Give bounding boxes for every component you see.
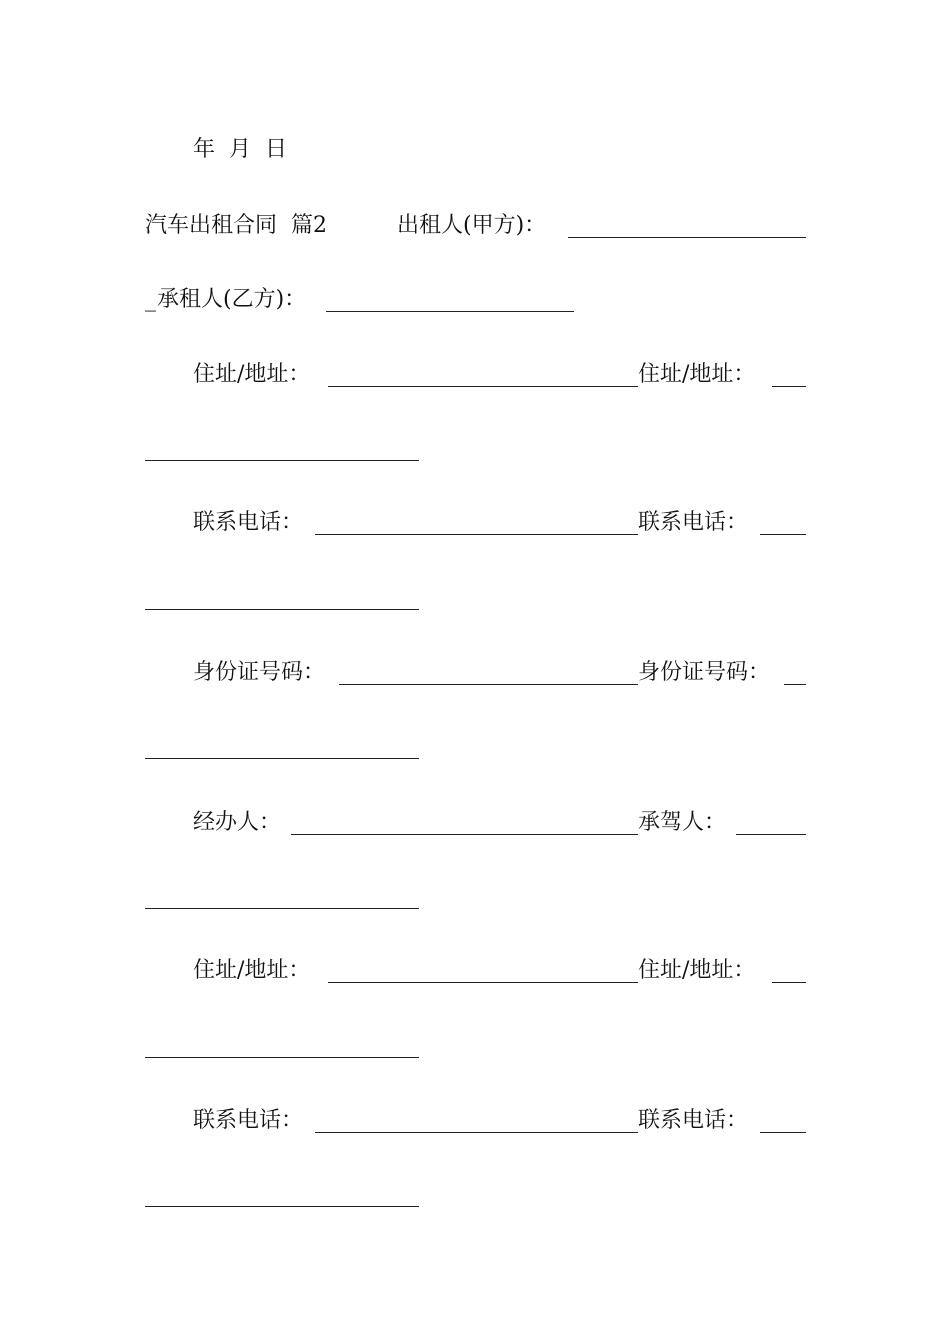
lessee-id-blank xyxy=(784,684,806,685)
lessor-phone-blank xyxy=(315,534,638,535)
agent-address-blank xyxy=(328,982,638,983)
lessee-prefix: _ xyxy=(145,287,156,312)
lessee-address-blank-cont xyxy=(145,460,419,461)
agent-phone-blank xyxy=(315,1132,638,1133)
lessor-id-blank xyxy=(339,684,638,685)
lessor-address-blank xyxy=(328,386,638,387)
driver-blank-cont xyxy=(145,908,419,909)
lessee-blank xyxy=(326,311,574,312)
lessee-label: 承租人(乙方)： xyxy=(157,287,307,312)
agent-label: 经办人： xyxy=(193,810,282,835)
driver-address-blank-cont xyxy=(145,1057,419,1058)
driver-label: 承驾人： xyxy=(638,810,727,835)
lessor-label: 出租人(甲方)： xyxy=(397,213,547,238)
driver-phone-label: 联系电话： xyxy=(638,1108,749,1133)
agent-address-label: 住址/地址： xyxy=(193,958,311,983)
driver-address-blank xyxy=(772,982,806,983)
agent-phone-label: 联系电话： xyxy=(193,1108,304,1133)
date-line: 年 月 日 xyxy=(193,137,287,162)
lessee-address-blank xyxy=(772,386,806,387)
lessor-id-label: 身份证号码： xyxy=(193,660,326,685)
section-title: 汽车出租合同 篇2 xyxy=(145,213,327,238)
lessee-phone-blank-cont xyxy=(145,609,419,610)
driver-address-label: 住址/地址： xyxy=(638,958,756,983)
lessee-address-label: 住址/地址： xyxy=(638,362,756,387)
lessee-id-blank-cont xyxy=(145,758,419,759)
driver-phone-blank-cont xyxy=(145,1206,419,1207)
lessor-blank xyxy=(568,237,806,238)
driver-blank xyxy=(736,834,806,835)
agent-blank xyxy=(291,834,638,835)
lessor-address-label: 住址/地址： xyxy=(193,362,311,387)
lessee-phone-label: 联系电话： xyxy=(638,510,749,535)
driver-phone-blank xyxy=(760,1132,806,1133)
lessee-id-label: 身份证号码： xyxy=(638,660,771,685)
lessee-phone-blank xyxy=(760,534,806,535)
lessor-phone-label: 联系电话： xyxy=(193,510,304,535)
